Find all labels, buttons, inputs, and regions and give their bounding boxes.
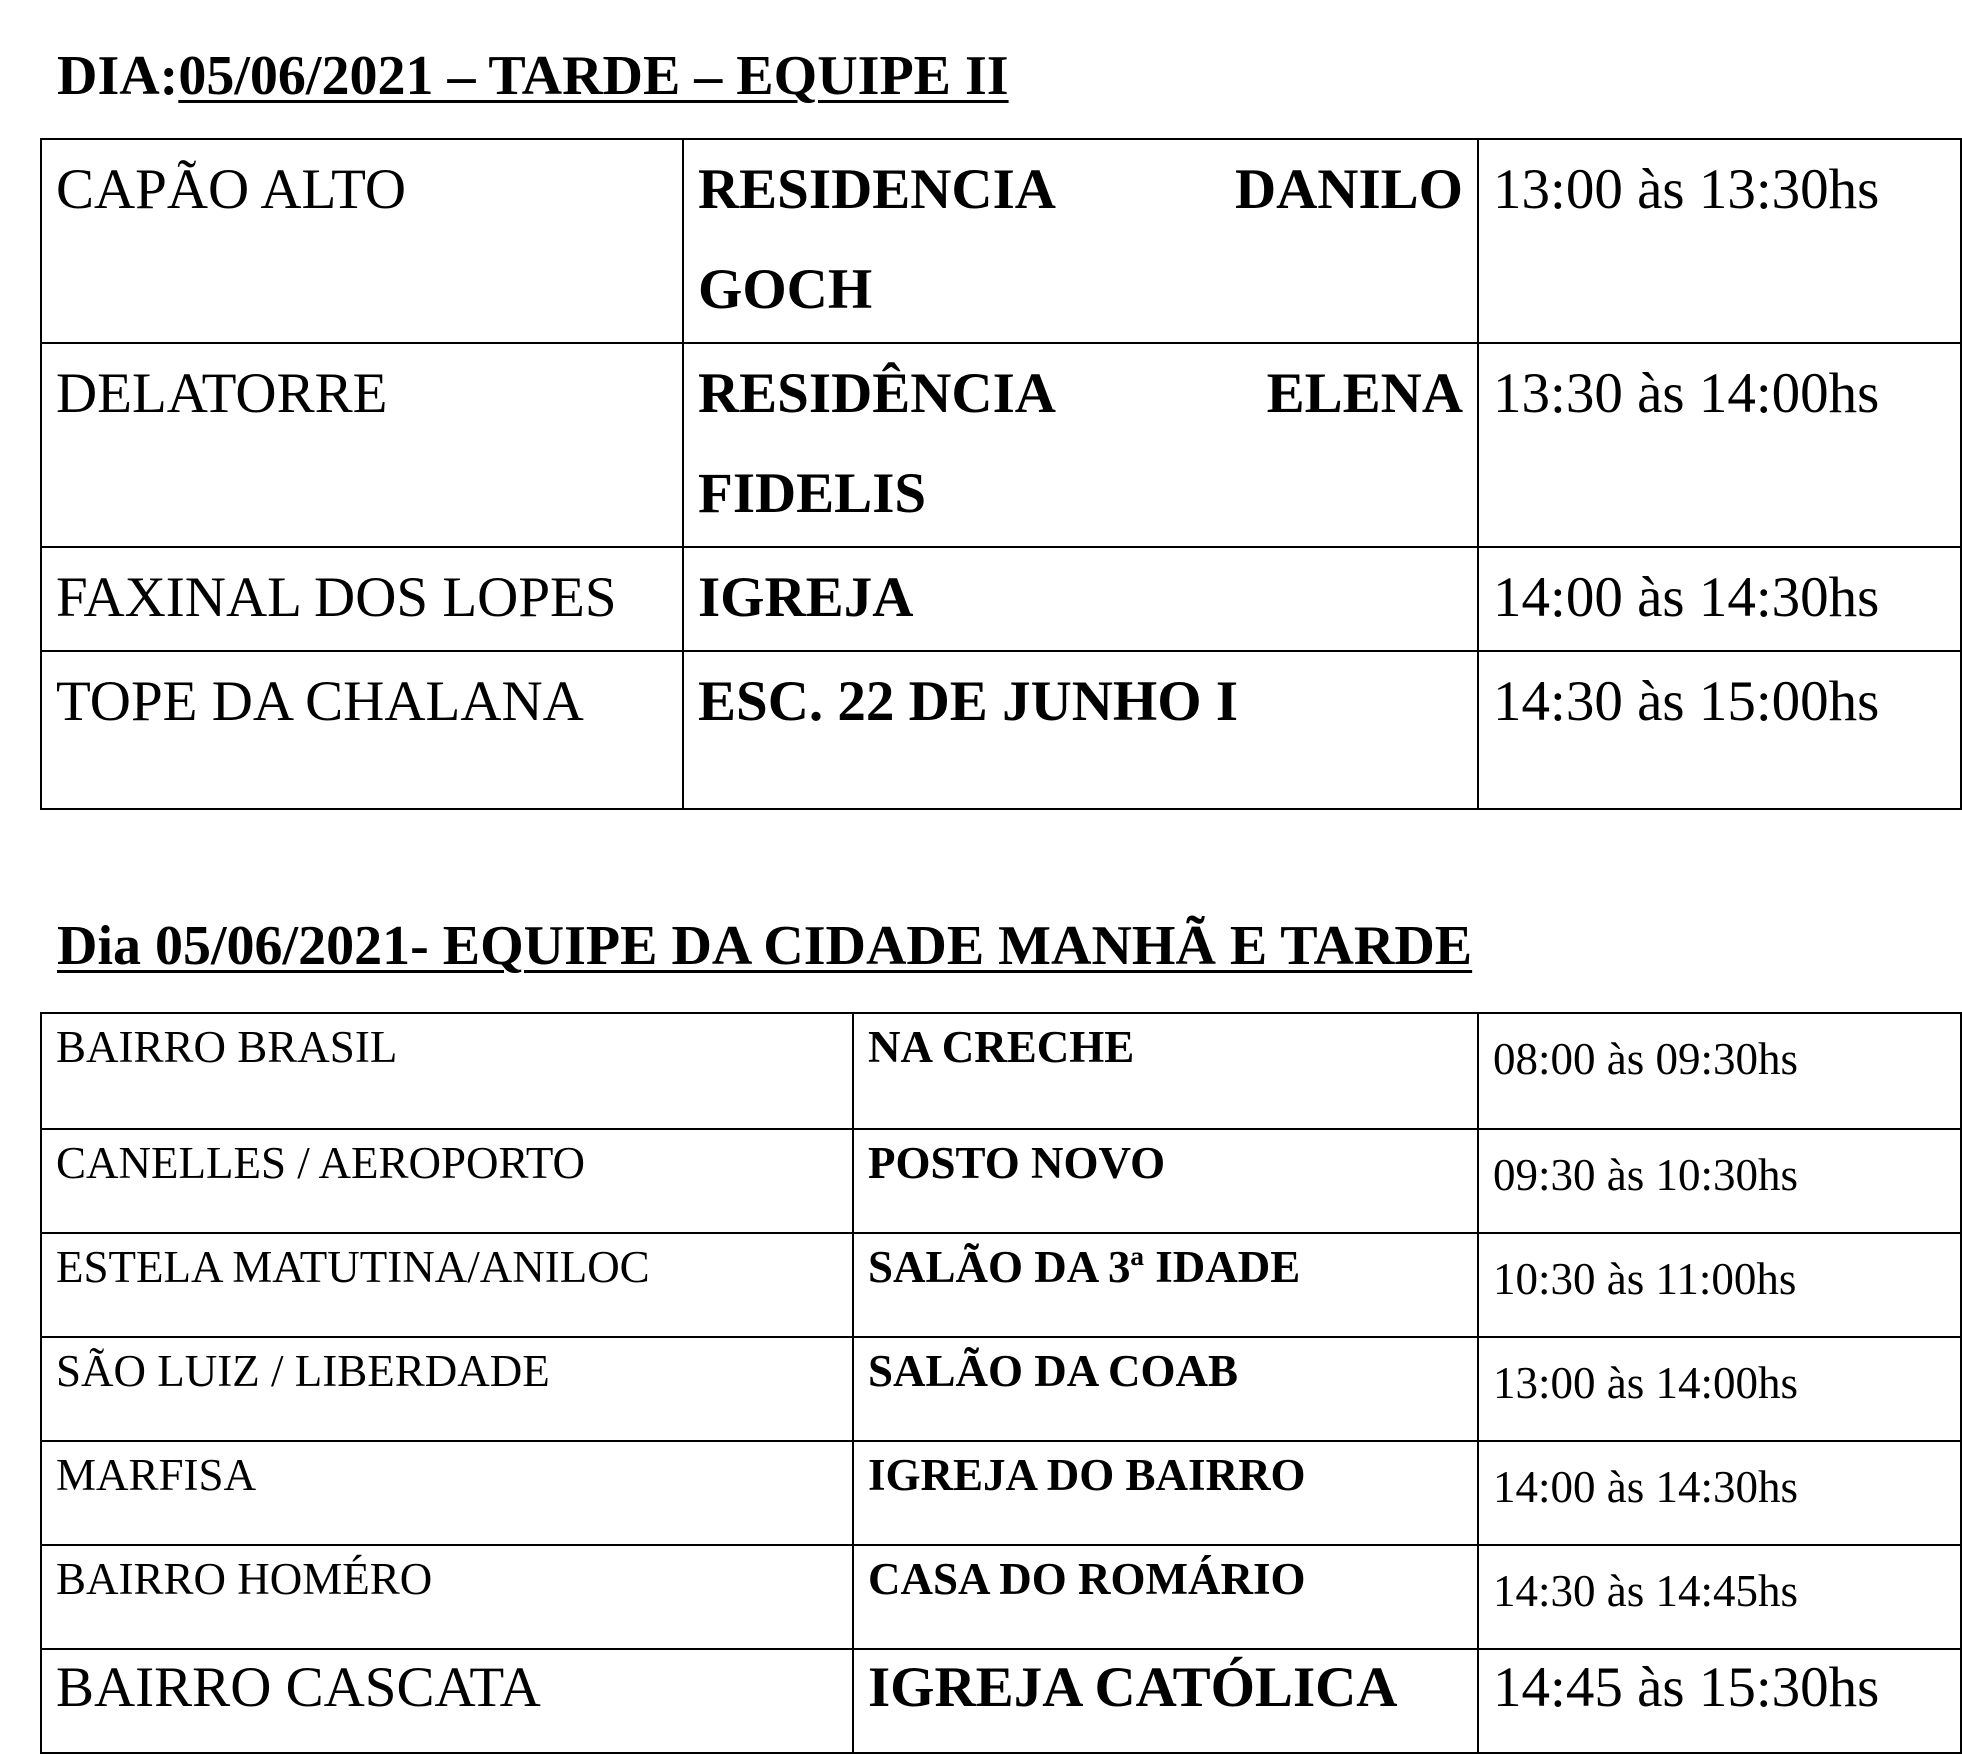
place-cell: ESTELA MATUTINA/ANILOC <box>41 1233 853 1337</box>
schedule-table-city-team <box>40 1012 1962 1754</box>
location-cell: IGREJA CATÓLICA <box>853 1649 1478 1753</box>
section-2-heading <box>57 915 1473 977</box>
place-cell: BAIRRO BRASIL <box>41 1013 853 1129</box>
table-row <box>41 1233 1961 1337</box>
schedule-table-team-2 <box>40 138 1962 810</box>
place-cell: FAXINAL DOS LOPES <box>41 547 683 651</box>
section-1-heading <box>57 45 1009 107</box>
location-cell: NA CRECHE <box>853 1013 1478 1129</box>
place-cell: DELATORRE <box>41 343 683 547</box>
table-row <box>41 547 1961 651</box>
time-cell: 10:30 às 11:00hs <box>1478 1233 1961 1337</box>
place-cell: CAPÃO ALTO <box>41 139 683 343</box>
section-1-heading-date-team: 05/06/2021 – TARDE – EQUIPE II <box>178 45 1009 107</box>
location-cell: POSTO NOVO <box>853 1129 1478 1233</box>
section-2-heading-text: Dia 05/06/2021- EQUIPE DA CIDADE MANHÃ E TARDE <box>57 915 1473 977</box>
time-cell: 13:30 às 14:00hs <box>1478 343 1961 547</box>
time-cell: 13:00 às 13:30hs <box>1478 139 1961 343</box>
table-row <box>41 139 1961 343</box>
table-row <box>41 1013 1961 1129</box>
location-cell: SALÃO DA COAB <box>853 1337 1478 1441</box>
time-cell: 09:30 às 10:30hs <box>1478 1129 1961 1233</box>
location-cell: IGREJA DO BAIRRO <box>853 1441 1478 1545</box>
time-cell: 14:30 às 15:00hs <box>1478 651 1961 809</box>
table-row <box>41 343 1961 547</box>
time-cell: 13:00 às 14:00hs <box>1478 1337 1961 1441</box>
table-row <box>41 1129 1961 1233</box>
place-cell: TOPE DA CHALANA <box>41 651 683 809</box>
table-row <box>41 1545 1961 1649</box>
location-cell: CASA DO ROMÁRIO <box>853 1545 1478 1649</box>
place-cell: CANELLES / AEROPORTO <box>41 1129 853 1233</box>
time-cell: 08:00 às 09:30hs <box>1478 1013 1961 1129</box>
location-cell: ESC. 22 DE JUNHO I <box>683 651 1478 809</box>
location-cell: RESIDÊNCIA ELENA FIDELIS <box>683 343 1478 547</box>
section-1-heading-prefix: DIA: <box>57 45 179 107</box>
location-cell: SALÃO DA 3ª IDADE <box>853 1233 1478 1337</box>
table-row <box>41 1649 1961 1753</box>
location-cell: IGREJA <box>683 547 1478 651</box>
time-cell: 14:45 às 15:30hs <box>1478 1649 1961 1753</box>
time-cell: 14:00 às 14:30hs <box>1478 1441 1961 1545</box>
table-row <box>41 1337 1961 1441</box>
place-cell: BAIRRO HOMÉRO <box>41 1545 853 1649</box>
place-cell: BAIRRO CASCATA <box>41 1649 853 1753</box>
table-row <box>41 651 1961 809</box>
table-row <box>41 1441 1961 1545</box>
time-cell: 14:00 às 14:30hs <box>1478 547 1961 651</box>
place-cell: SÃO LUIZ / LIBERDADE <box>41 1337 853 1441</box>
time-cell: 14:30 às 14:45hs <box>1478 1545 1961 1649</box>
location-cell: RESIDENCIA DANILO GOCH <box>683 139 1478 343</box>
place-cell: MARFISA <box>41 1441 853 1545</box>
